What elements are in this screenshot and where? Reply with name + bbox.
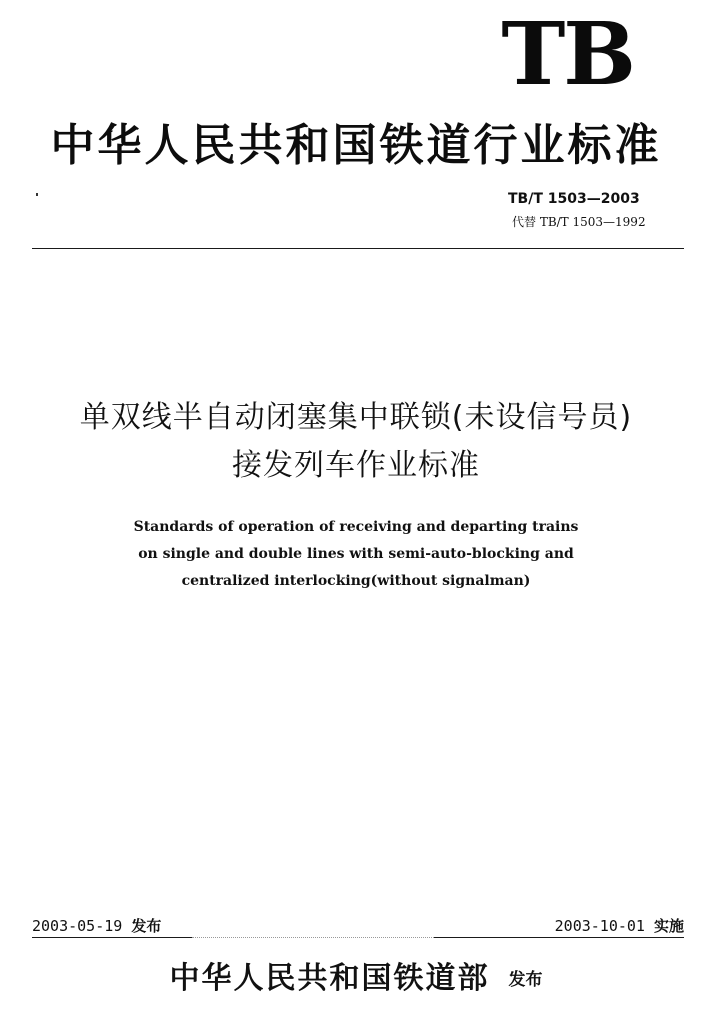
issue-date: 2003-05-19: [32, 917, 123, 935]
scan-speck: [36, 193, 38, 196]
chinese-title-line-2: 接发列车作业标准: [232, 448, 480, 483]
effective-label: 实施: [653, 917, 684, 935]
bottom-divider-left: [32, 937, 192, 938]
publish-label: 发布: [508, 970, 543, 990]
issue-date-block: [32, 916, 161, 936]
english-title-line-1: Standards of operation of receiving and departing trains: [133, 519, 579, 535]
org-title: 中华人民共和国铁道行业标准: [50, 120, 662, 171]
replaces-standard: 代替 TB/T 1503—1992: [512, 215, 646, 229]
bottom-divider-middle: [192, 937, 434, 938]
bottom-divider-right: [434, 937, 684, 938]
english-title-line-3: centralized interlocking(without signalman): [181, 573, 531, 589]
publisher-name: 中华人民共和国铁道部: [169, 961, 490, 996]
english-title-line-2: on single and double lines with semi-auto-blocking and: [138, 546, 574, 562]
tb-logo: TB: [501, 4, 634, 105]
chinese-title-line-1: 单双线半自动闭塞集中联锁(未设信号员): [79, 400, 633, 435]
standard-number: TB/T 1503—2003: [508, 191, 640, 207]
publisher-line: [0, 960, 712, 998]
issue-label: 发布: [131, 917, 162, 935]
effective-date-block: [555, 916, 684, 936]
effective-date: 2003-10-01: [554, 917, 645, 935]
top-divider: [32, 248, 684, 249]
